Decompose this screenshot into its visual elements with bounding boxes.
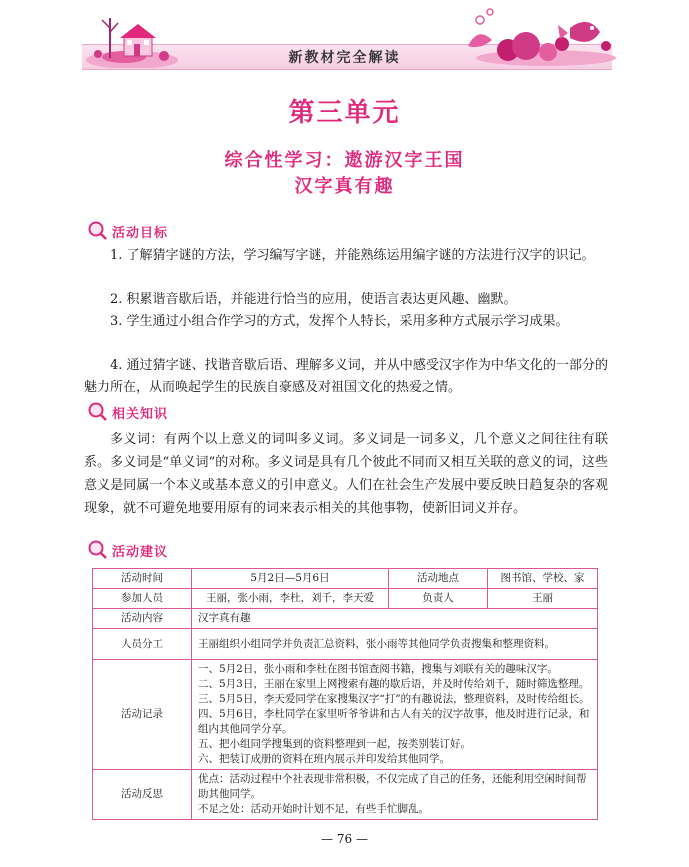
unit-title: 第三单元 bbox=[288, 98, 401, 128]
table-row bbox=[93, 589, 598, 609]
table-row bbox=[93, 569, 598, 589]
cell-time-value: 5月2日—5月6日 bbox=[192, 569, 389, 589]
magnifier-icon bbox=[84, 401, 110, 423]
section-heading-suggestion bbox=[84, 538, 168, 562]
page-number: — 76 — bbox=[321, 832, 368, 846]
cell-reflection-label: 活动反思 bbox=[93, 770, 192, 820]
cell-leader-value: 王丽 bbox=[487, 589, 597, 609]
magnifier-icon bbox=[84, 539, 110, 561]
cell-place-label: 活动地点 bbox=[388, 569, 487, 589]
cell-time-label: 活动时间 bbox=[93, 569, 192, 589]
goal-item: 4. 通过猜字谜、找谐音歇后语、理解多义词，并从中感受汉字作为中华文化的一部分的魅力所在，从而唤起学生的民族自豪感及对祖国文化的热爱之情。 bbox=[84, 358, 608, 395]
section-label: 活动建议 bbox=[112, 544, 169, 560]
record-item: 三、5月5日，李天爱同学在家搜集汉字“打”的有趣说法，整理资料，及时传给组长。 bbox=[198, 693, 590, 705]
section-heading-goals bbox=[84, 219, 168, 243]
table-row bbox=[93, 660, 598, 770]
header-title: 新教材完全解读 bbox=[288, 50, 401, 66]
table-row bbox=[93, 609, 598, 629]
cell-reflection-value bbox=[192, 770, 598, 820]
goal-item: 2. 积累谐音歇后语，并能进行恰当的应用，使语言表达更风趣、幽默。 bbox=[110, 292, 517, 307]
cell-leader-label: 负责人 bbox=[388, 589, 487, 609]
cell-members-label: 参加人员 bbox=[93, 589, 192, 609]
activity-table bbox=[92, 568, 598, 820]
record-item: 五、把小组同学搜集到的资料整理到一起，按类别装订好。 bbox=[198, 738, 471, 750]
cell-record-value bbox=[192, 660, 598, 770]
cell-content-value: 汉字真有趣 bbox=[192, 609, 598, 629]
reflection-item: 优点：活动过程中个社表现非常积极，不仅完成了自己的任务，还能利用空闲时间帮助其他同学。 bbox=[198, 773, 587, 800]
cell-content-label: 活动内容 bbox=[93, 609, 192, 629]
goal-item: 3. 学生通过小组合作学习的方式，发挥个人特长，采用多种方式展示学习成果。 bbox=[110, 314, 569, 329]
knowledge-paragraph: 多义词：有两个以上意义的词叫多义词。多义词是一词多义，几个意义之间往往有联系。多义词是“单义词”的对称。多义词是具有几个彼此不同而又相互关联的意义的词，这些意义是同属一个本义或基本意义的引申意义。人们在社会生产发展中要反映日趋复杂的客观现象，就不可避免地要用原有的词来表示相关的其他事物，使新旧词义并存。 bbox=[84, 432, 608, 516]
magnifier-icon bbox=[84, 220, 110, 242]
record-item: 一、5月2日，张小雨和李杜在图书馆查阅书籍，搜集与刘联有关的趣味汉字。 bbox=[198, 663, 558, 675]
topic-title: 综合性学习：遨游汉字王国 bbox=[224, 150, 465, 171]
reflection-item: 不足之处：活动开始时计划不足，有些手忙脚乱。 bbox=[198, 803, 429, 815]
cell-place-value: 图书馆、学校、家 bbox=[487, 569, 597, 589]
cell-record-label: 活动记录 bbox=[93, 660, 192, 770]
cell-division-label: 人员分工 bbox=[93, 629, 192, 660]
record-item: 四、5月6日，李杜同学在家里听爷爷讲和古人有关的汉字故事，他及时进行记录，和组内其他同学分享。 bbox=[198, 708, 590, 735]
section-label: 相关知识 bbox=[112, 406, 169, 422]
record-item: 六、把装订成册的资料在班内展示并印发给其他同学。 bbox=[198, 753, 450, 765]
table-row bbox=[93, 629, 598, 660]
table-row bbox=[93, 770, 598, 820]
page-header bbox=[0, 0, 689, 80]
cell-members-value: 王丽，张小雨，李杜，刘千，李天爱 bbox=[192, 589, 389, 609]
section-heading-knowledge bbox=[84, 400, 168, 424]
section-label: 活动目标 bbox=[112, 225, 169, 241]
goal-item: 1. 了解猜字谜的方法，学习编写字谜，并能熟练运用编字谜的方法进行汉字的识记。 bbox=[110, 248, 595, 263]
lesson-title: 汉字真有趣 bbox=[294, 176, 395, 197]
cell-division-value: 王丽组织小组同学并负责汇总资料，张小雨等其他同学负责搜集和整理资料。 bbox=[192, 629, 598, 660]
record-item: 二、5月3日，王丽在家里上网搜索有趣的歇后语，并及时传给刘千，随时筛选整理。 bbox=[198, 678, 590, 690]
